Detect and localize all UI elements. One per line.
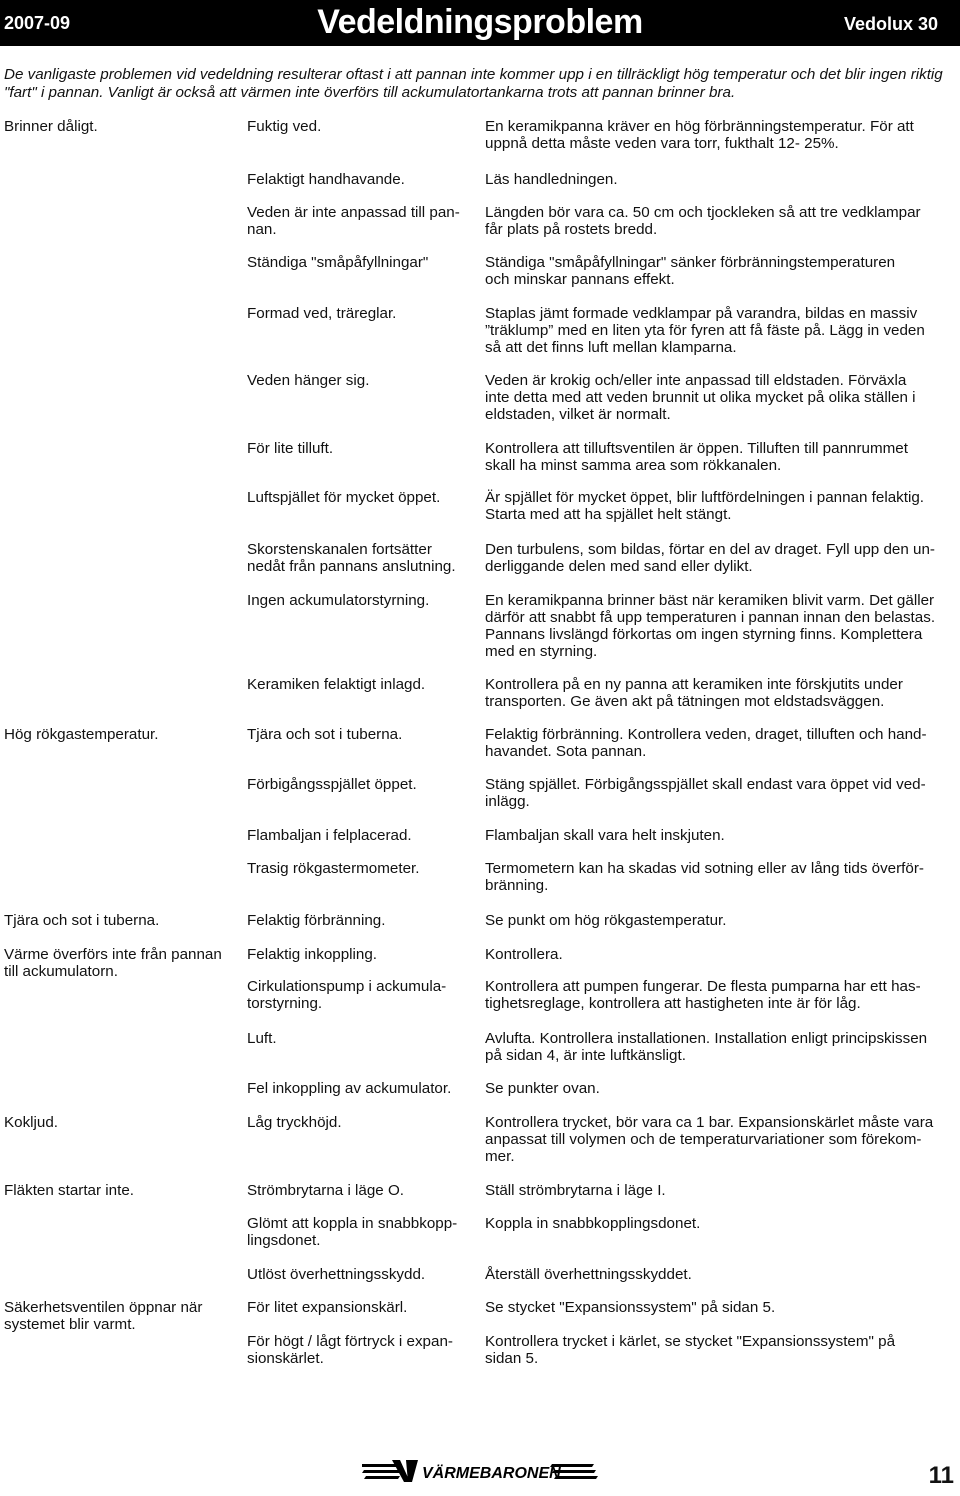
cause-cell: Luft. bbox=[247, 1030, 277, 1047]
remedy-cell: Kontrollera att pumpen fungerar. De flesta pumparna har ett has- tighetsreglage, kontrollera att hastigheten inte är för låg. bbox=[485, 978, 921, 1012]
remedy-cell: Är spjället för mycket öppet, blir luftfördelningen i pannan felaktig. Starta med att ha spjället helt stängt. bbox=[485, 489, 924, 523]
cause-cell: Cirkulationspump i ackumula- torstyrning. bbox=[247, 978, 447, 1012]
problem-cell: Säkerhetsventilen öppnar när systemet blir varmt. bbox=[4, 1299, 203, 1333]
remedy-cell: Koppla in snabbkopplingsdonet. bbox=[485, 1215, 701, 1232]
cause-cell: Veden hänger sig. bbox=[247, 372, 370, 389]
cause-cell: För lite tilluft. bbox=[247, 440, 334, 457]
cause-cell: Skorstenskanalen fortsätter nedåt från pannans anslutning. bbox=[247, 541, 456, 575]
remedy-cell: Avlufta. Kontrollera installationen. Installation enligt principskissen på sidan 4, är inte luftkänsligt. bbox=[485, 1030, 928, 1064]
remedy-cell: Se stycket "Expansionssystem" på sidan 5. bbox=[485, 1299, 776, 1316]
problem-cell: Värme överförs inte från pannan till ackumulatorn. bbox=[4, 946, 222, 980]
remedy-cell: Kontrollera att tilluftsventilen är öppen. Tilluften till pannrummet skall ha minst samma area som rökkanalen. bbox=[485, 440, 908, 474]
cause-cell: Låg tryckhöjd. bbox=[247, 1114, 342, 1131]
remedy-cell: Se punkt om hög rökgastemperatur. bbox=[485, 912, 727, 929]
remedy-cell: En keramikpanna brinner bäst när keramiken blivit varm. Det gäller därför att snabbt få upp temperaturen i pannan innan den belastas. Pannans livslängd förkortas om ingen styrning finns. Komplettera med en styrning. bbox=[485, 592, 936, 660]
problem-cell: Brinner dåligt. bbox=[4, 118, 98, 135]
cause-cell: Strömbrytarna i läge O. bbox=[247, 1182, 404, 1199]
intro-text: De vanligaste problemen vid vedeldning resulterar oftast i att pannan inte kommer upp i en tillräckligt hög temperatur och det blir ingen riktig "fart" i pannan. Vanligt är också att värmen inte överförs till ackumulatortankarna trots att pannan brinner bra. bbox=[4, 66, 943, 101]
cause-cell: Ständiga "småpåfyllningar" bbox=[247, 254, 429, 271]
problem-cell: Hög rökgastemperatur. bbox=[4, 726, 159, 743]
cause-cell: Luftspjället för mycket öppet. bbox=[247, 489, 441, 506]
remedy-cell: Felaktig förbränning. Kontrollera veden, draget, tilluften och hand- havandet. Sota pannan. bbox=[485, 726, 927, 760]
cause-cell: Trasig rökgastermometer. bbox=[247, 860, 420, 877]
cause-cell: För litet expansionskärl. bbox=[247, 1299, 408, 1316]
cause-cell: Ingen ackumulatorstyrning. bbox=[247, 592, 430, 609]
remedy-cell: Läs handledningen. bbox=[485, 171, 618, 188]
remedy-cell: Kontrollera på en ny panna att keramiken inte förskjutits under transporten. Ge även akt på tätningen mot eldstadsväggen. bbox=[485, 676, 903, 710]
remedy-cell: Stäng spjället. Förbigångsspjället skall endast vara öppet vid ved- inlägg. bbox=[485, 776, 926, 810]
cause-cell: Felaktig inkoppling. bbox=[247, 946, 378, 963]
varmebaronen-logo bbox=[362, 1456, 602, 1486]
page-title: Vedeldningsproblem bbox=[317, 3, 643, 41]
remedy-cell: En keramikpanna kräver en hög förbränningstemperatur. För att uppnå detta måste veden vara torr, fukthalt 12- 25%. bbox=[485, 118, 914, 152]
page-header bbox=[0, 0, 960, 46]
cause-cell: Flambaljan i felplacerad. bbox=[247, 827, 412, 844]
remedy-cell: Veden är krokig och/eller inte anpassad till eldstaden. Förväxla inte detta med att veden brunnit ut olika mycket på olika ställen i eldstaden, vilket är normalt. bbox=[485, 372, 916, 423]
product-name: Vedolux 30 bbox=[843, 14, 938, 34]
remedy-cell: Kontrollera trycket i kärlet, se stycket "Expansionssystem" på sidan 5. bbox=[485, 1333, 896, 1367]
page-number: 11 bbox=[928, 1462, 954, 1489]
remedy-cell: Ständiga "småpåfyllningar" sänker förbränningstemperaturen och minskar pannans effekt. bbox=[485, 254, 896, 288]
cause-cell: För högt / lågt förtryck i expan- sionskärlet. bbox=[247, 1333, 453, 1367]
remedy-cell: Staplas jämt formade vedklampar på varandra, bildas en massiv ”träklump” med en liten yta för fyren att få fäste på. Lägg in veden så att det finns luft mellan klamparna. bbox=[485, 305, 925, 356]
cause-cell: Fel inkoppling av ackumulator. bbox=[247, 1080, 452, 1097]
cause-cell: Glömt att koppla in snabbkopp- lingsdonet. bbox=[247, 1215, 458, 1249]
remedy-cell: Kontrollera trycket, bör vara ca 1 bar. Expansionskärlet måste vara anpassat till volymen och de temperaturvariationer som förekom- mer. bbox=[485, 1114, 934, 1165]
cause-cell: Tjära och sot i tuberna. bbox=[247, 726, 403, 743]
remedy-cell: Återställ överhettningsskyddet. bbox=[485, 1266, 692, 1283]
cause-cell: Fuktig ved. bbox=[247, 118, 322, 135]
remedy-cell: Kontrollera. bbox=[485, 946, 563, 963]
cause-cell: Veden är inte anpassad till pan- nan. bbox=[247, 204, 460, 238]
remedy-cell: Den turbulens, som bildas, förtar en del av draget. Fyll upp den un- derliggande delen med sand eller dylikt. bbox=[485, 541, 935, 575]
remedy-cell: Se punkter ovan. bbox=[485, 1080, 600, 1097]
cause-cell: Felaktigt handhavande. bbox=[247, 171, 405, 188]
cause-cell: Förbigångsspjället öppet. bbox=[247, 776, 417, 793]
cause-cell: Felaktig förbränning. bbox=[247, 912, 386, 929]
remedy-cell: Flambaljan skall vara helt inskjuten. bbox=[485, 827, 725, 844]
problem-cell: Tjära och sot i tuberna. bbox=[4, 912, 160, 929]
remedy-cell: Termometern kan ha skadas vid sotning eller av lång tids överför- bränning. bbox=[485, 860, 924, 894]
cause-cell: Formad ved, träreglar. bbox=[247, 305, 397, 322]
problem-cell: Fläkten startar inte. bbox=[4, 1182, 134, 1199]
header-date: 2007-09 bbox=[4, 13, 71, 33]
logo-text: VÄRMEBARONEN bbox=[422, 1465, 561, 1482]
remedy-cell: Ställ strömbrytarna i läge I. bbox=[485, 1182, 666, 1199]
cause-cell: Utlöst överhettningsskydd. bbox=[247, 1266, 426, 1283]
cause-cell: Keramiken felaktigt inlagd. bbox=[247, 676, 426, 693]
problem-cell: Kokljud. bbox=[4, 1114, 59, 1131]
remedy-cell: Längden bör vara ca. 50 cm och tjockleken så att tre vedklampar får plats på rostets bredd. bbox=[485, 204, 921, 238]
